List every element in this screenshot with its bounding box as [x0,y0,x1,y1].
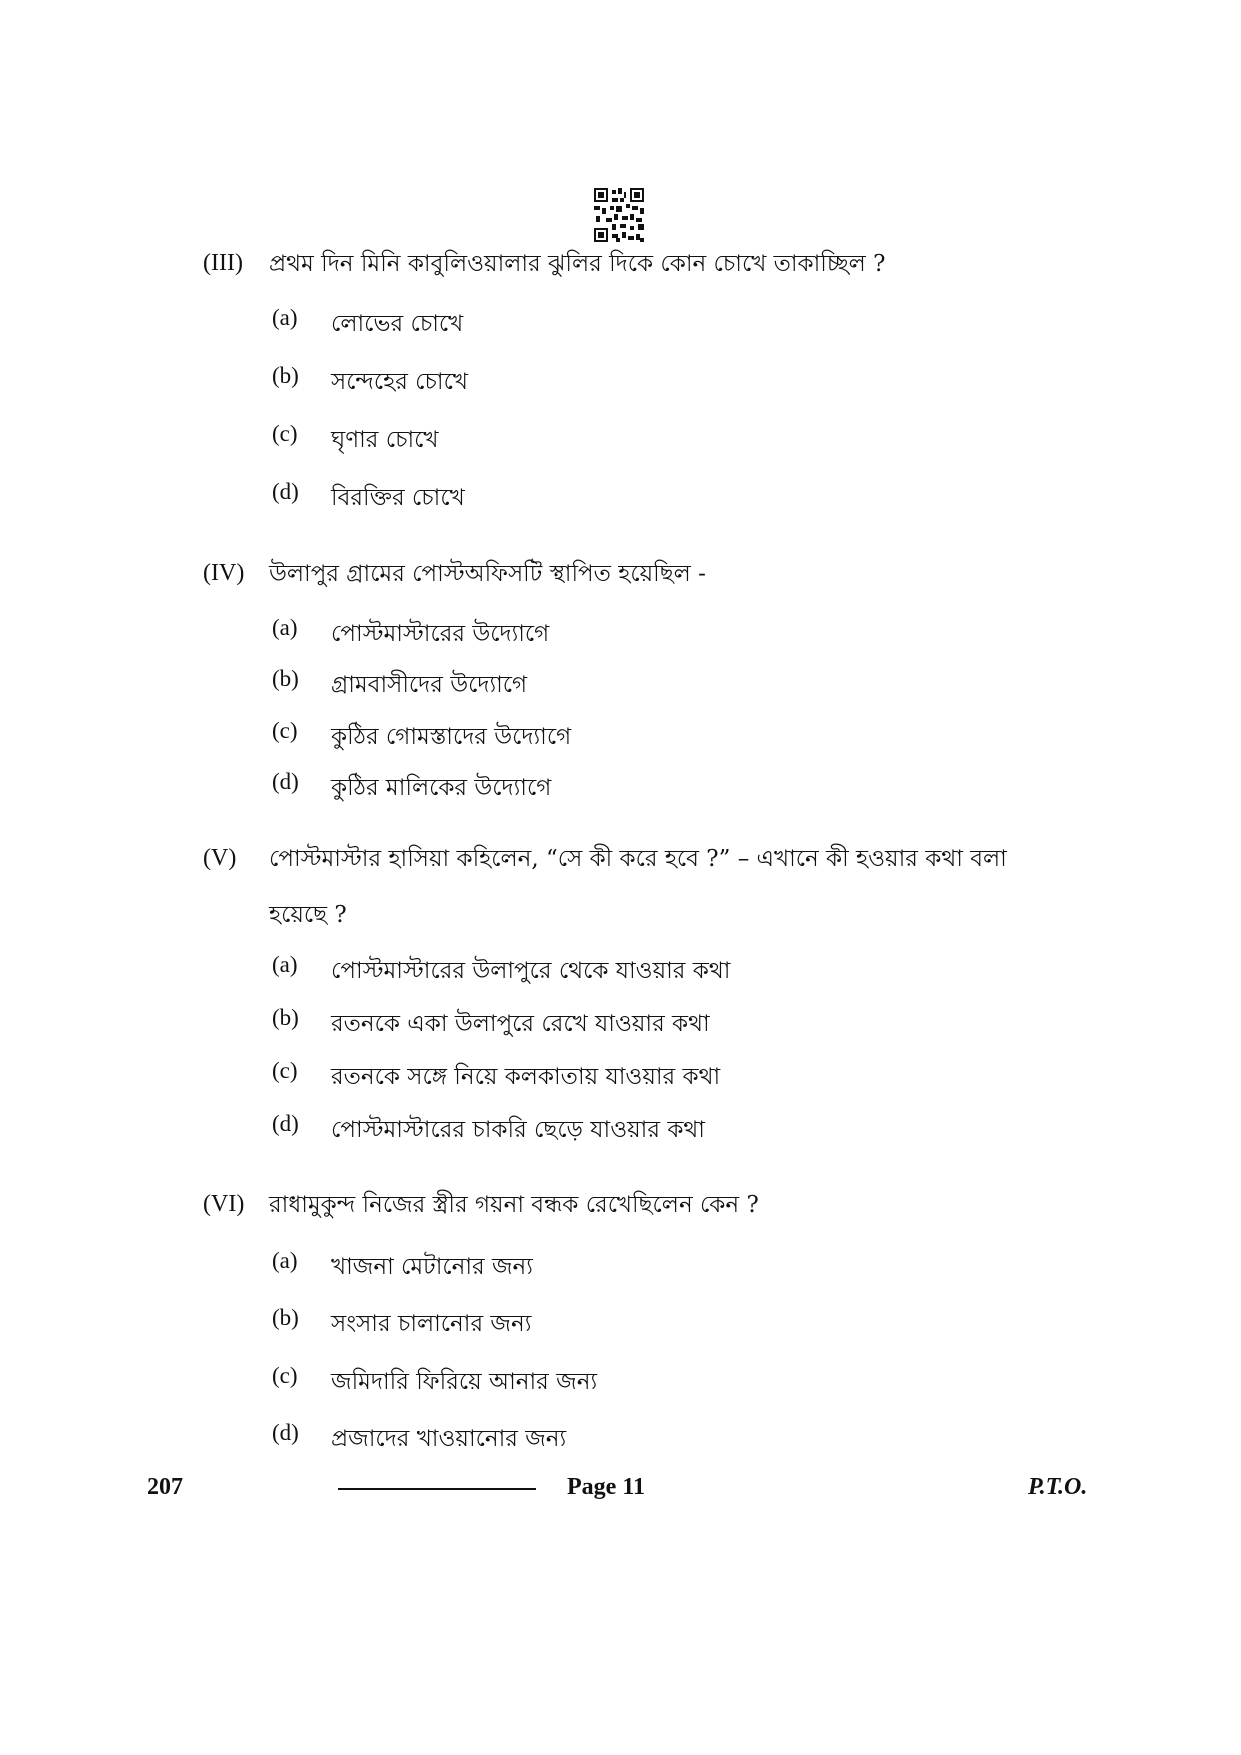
option-c [272,1363,972,1397]
option-text: জমিদারি ফিরিয়ে আনার জন্য [331,1369,598,1395]
option-label: (c) [272,718,298,743]
option-text: বিরক্তির চোখে [331,485,465,511]
question-number: (VI) [203,1191,245,1217]
option-b [272,666,972,700]
option-a [272,305,972,339]
option-a [272,615,972,649]
option-label: (d) [272,1111,299,1136]
option-label: (d) [272,769,299,794]
option-a [272,952,972,986]
option-text: সংসার চালানোর জন্য [331,1311,532,1337]
option-label: (c) [272,421,298,446]
please-turn-over: P.T.O. [1028,1474,1088,1500]
option-label: (a) [272,1248,298,1273]
option-text: কুঠির গোমস্তাদের উদ্যোগে [331,724,572,750]
qr-code [594,188,644,242]
option-label: (b) [272,666,299,691]
question-text: রাধামুকুন্দ নিজের স্ত্রীর গয়না বন্ধক রেখেছিলেন কেন ? [269,1192,759,1218]
option-c [272,718,972,752]
option-text: ঘৃণার চোখে [331,427,439,453]
option-b [272,1005,972,1039]
option-text: খাজনা মেটানোর জন্য [331,1254,533,1280]
option-text: রতনকে সঙ্গে নিয়ে কলকাতায় যাওয়ার কথা [331,1064,721,1090]
paper-code: 207 [147,1474,183,1500]
option-text: পোস্টমাস্টারের উদ্যোগে [331,621,550,647]
option-b [272,1305,972,1339]
option-b [272,363,972,397]
option-text: সন্দেহের চোখে [331,369,468,395]
option-d [272,479,972,513]
question-number: (IV) [203,560,245,586]
option-d [272,769,972,803]
option-label: (c) [272,1363,298,1388]
option-label: (b) [272,1305,299,1330]
option-text: লোভের চোখে [331,311,464,337]
option-text: গ্রামবাসীদের উদ্যোগে [331,672,528,698]
option-label: (d) [272,479,299,504]
option-c [272,1058,972,1092]
option-label: (b) [272,363,299,388]
option-label: (a) [272,615,298,640]
option-c [272,421,972,455]
question-text: পোস্টমাস্টার হাসিয়া কহিলেন, “সে কী করে হবে ?” – এখানে কী হওয়ার কথা বলা হয়েছে ? [269,846,1007,928]
page-number: Page 11 [567,1474,645,1500]
option-text: পোস্টমাস্টারের উলাপুরে থেকে যাওয়ার কথা [331,958,731,984]
option-label: (a) [272,305,298,330]
option-label: (c) [272,1058,298,1083]
option-text: রতনকে একা উলাপুরে রেখে যাওয়ার কথা [331,1011,710,1037]
option-text: পোস্টমাস্টারের চাকরি ছেড়ে যাওয়ার কথা [331,1117,705,1143]
question-text: উলাপুর গ্রামের পোস্টঅফিসটি স্থাপিত হয়েছিল - [269,561,706,587]
option-text: প্রজাদের খাওয়ানোর জন্য [331,1426,567,1452]
question-text: প্রথম দিন মিনি কাবুলিওয়ালার ঝুলির দিকে কোন চোখে তাকাচ্ছিল ? [269,251,886,277]
option-text: কুঠির মালিকের উদ্যোগে [331,775,552,801]
question-number: (III) [203,250,243,276]
option-d [272,1111,972,1145]
footer-divider [338,1488,536,1490]
option-label: (b) [272,1005,299,1030]
option-label: (a) [272,952,298,977]
option-label: (d) [272,1420,299,1445]
question-number: (V) [203,845,237,871]
option-a [272,1248,972,1282]
option-d [272,1420,972,1454]
